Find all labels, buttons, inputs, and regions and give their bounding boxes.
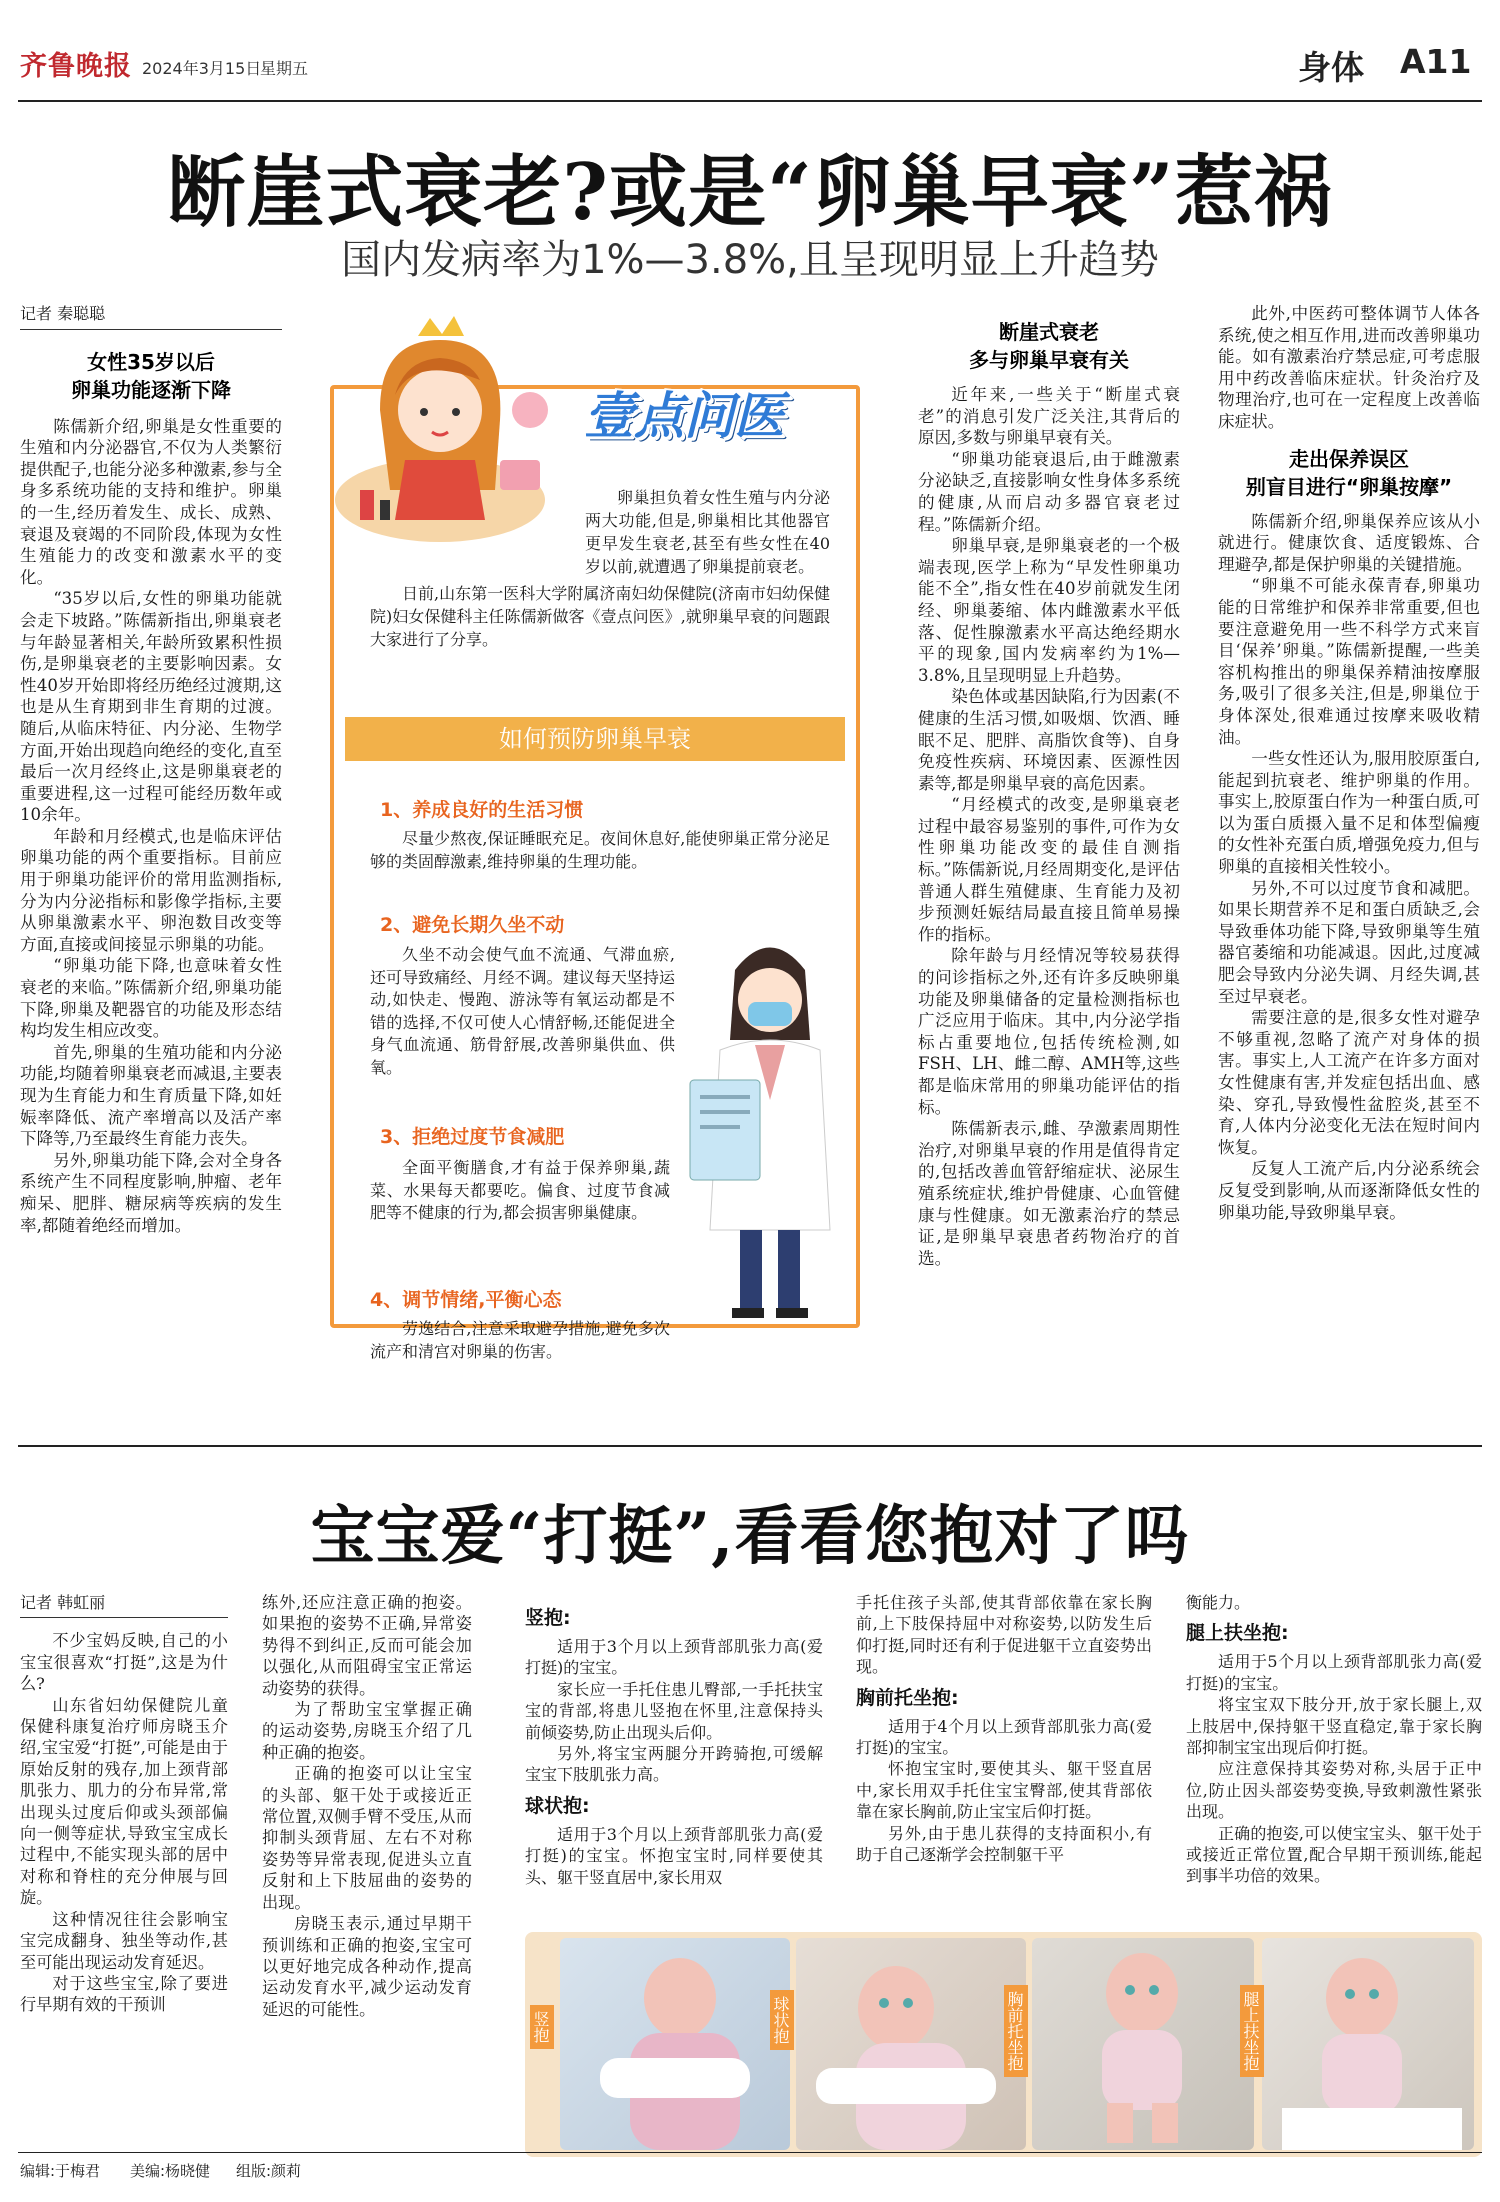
- article1-reporter: 记者 秦聪聪: [20, 303, 282, 330]
- article1-col3-subtitle1: 断崖式衰老: [999, 320, 1099, 344]
- article2-col3-para: 家长应一手托住患儿臀部,一手托扶宝宝的背部,将患儿竖抱在怀里,注意保持头前倾姿势,防止出现头后仰。: [525, 1679, 823, 1742]
- section-lap-sit-hold: 腿上扶坐抱:: [1186, 1622, 1289, 1645]
- photo-vertical-hold: [560, 1938, 790, 2150]
- article2-col4-para: 适用于4个月以上颈背部肌张力高(爱打挺)的宝宝。: [856, 1716, 1152, 1758]
- article1-col4-para: 一些女性还认为,服用胶原蛋白,能起到抗衰老、维护卵巢的作用。事实上,胶原蛋白作为一种蛋白质,可以为蛋白质摄入量不足和体型偏瘦的女性补充蛋白质,增强免疫力,但与卵巢的直接相关性较小。: [1218, 749, 1480, 877]
- section-vertical-hold: 竖抱:: [525, 1607, 571, 1629]
- tip-title-2: 2、避免长期久坐不动: [380, 914, 565, 936]
- article1-col4-para: 陈儒新介绍,卵巢保养应该从小就进行。健康饮食、适度锻炼、合理避孕,都是保护卵巢的关键措施。: [1218, 511, 1480, 574]
- article1-col1-para: 首先,卵巢的生殖功能和内分泌功能,均随着卵巢衰老而减退,主要表现为生育能力和生育质量下降,如妊娠率降低、流产率增高以及活产率下降等,乃至最终生育能力丧失。: [20, 1042, 282, 1149]
- article2-col5-para: 正确的抱姿,可以使宝宝头、躯干处于或接近正常位置,配合早期干预训练,能起到事半功倍的效果。: [1186, 1823, 1482, 1886]
- section-ball-hold: 球状抱:: [525, 1794, 590, 1817]
- article1-col1-para: 另外,卵巢功能下降,会对全身各系统产生不同程度影响,肿瘤、老年痴呆、肥胖、糖尿病等疾病的发生率,都随着绝经而增加。: [20, 1150, 282, 1235]
- article1-col3: [918, 318, 1180, 1269]
- article1-col3-para: 卵巢早衰,是卵巢衰老的一个极端表现,医学上称为“早发性卵巢功能不全”,指女性在40岁前就发生闭经、卵巢萎缩、体内雌激素水平低落、促性腺激素水平高达绝经期水平的现象,国内发病率约为1%—3.8%,且呈现明显上升趋势。: [918, 536, 1180, 685]
- tip-title-1: 1、养成良好的生活习惯: [380, 799, 584, 821]
- article1-col3-subtitle2: 多与卵巢早衰有关: [969, 348, 1129, 372]
- article1-col4-para: 需要注意的是,很多女性对避孕不够重视,忽略了流产对身体的损害。事实上,人工流产在许多方面对女性健康有害,并发症包括出血、感染、穿孔,导致慢性盆腔炎,甚至不育,人体内分泌变化无法在短时间内恢复。: [1218, 1008, 1480, 1157]
- article1-col3-para: 陈儒新表示,雌、孕激素周期性治疗,对卵巢早衰的作用是值得肯定的,包括改善血管舒缩症状、泌尿生殖系统症状,维护骨健康、心血管健康与性健康。如无激素治疗的禁忌证,是卵巢早衰患者药物治疗的首选。: [918, 1119, 1180, 1268]
- article2-col4-para: 另外,由于患儿获得的支持面积小,有助于自己逐渐学会控制躯干平: [856, 1823, 1152, 1865]
- article2-col3: [525, 1598, 823, 1888]
- article2-col2-para: 房晓玉表示,通过早期干预训练和正确的抱姿,宝宝可以更好地完成各种动作,提高运动发育水平,减少运动发育延迟的可能性。: [262, 1914, 472, 2019]
- article2-col5-para: 适用于5个月以上颈背部肌张力高(爱打挺)的宝宝。: [1186, 1652, 1482, 1693]
- article2-col5-para: 将宝宝双下肢分开,放于家长腿上,双上肢居中,保持躯干竖直稳定,靠于家长胸部抑制宝宝出现后仰打挺。: [1186, 1695, 1482, 1758]
- header-rule: [18, 100, 1482, 102]
- photo-chest-sit-hold: [1032, 1938, 1254, 2150]
- article1-col1-para: 陈儒新介绍,卵巢是女性重要的生殖和内分泌器官,不仅为人类繁衍提供配子,也能分泌多种激素,参与全身多系统功能的支持和维护。卵巢的一生,经历着发生、成长、成熟、衰退及衰竭的不同阶段,体现为女性生殖能力的改变和激素水平的变化。: [20, 416, 282, 587]
- footer-rule: [18, 2152, 1482, 2153]
- article1-col4-para: “卵巢不可能永葆青春,卵巢功能的日常维护和保养非常重要,但也要注意避免用一些不科学方式来盲目‘保养’卵巢。”陈儒新提醒,一些美容机构推出的卵巢保养精油按摩服务,吸引了很多关注,但是,卵巢位于身体深处,很难通过按摩来吸收精油。: [1218, 576, 1480, 747]
- photo-ball-hold: [796, 1938, 1026, 2150]
- page-number: A11: [1400, 42, 1472, 81]
- article1-col3-para: 近年来,一些关于“断崖式衰老”的消息引发广泛关注,其背后的原因,多数与卵巢早衰有关。: [918, 385, 1180, 448]
- article1-col1-para: 年龄和月经模式,也是临床评估卵巢功能的两个重要指标。目前应用于卵巢功能评价的常用监测指标,分为内分泌指标和影像学指标,主要从卵巢激素水平、卵泡数目改变等方面,直接或间接显示卵巢的功能。: [20, 826, 282, 954]
- article1-col3-para: “卵巢功能衰退后,由于雌激素分泌缺乏,直接影响女性身体多系统的健康,从而启动多器官衰老过程。”陈儒新介绍。: [918, 449, 1180, 534]
- article2-col4-para: 怀抱宝宝时,要使其头、躯干竖直居中,家长用双手托住宝宝臀部,使其背部依靠在家长胸前,防止宝宝后仰打挺。: [856, 1759, 1152, 1822]
- article2-col2-para: 为了帮助宝宝掌握正确的运动姿势,房晓玉介绍了几种正确的抱姿。: [262, 1700, 472, 1762]
- article2-headline: 宝宝爱“打挺”,看看您抱对了吗: [310, 1499, 1190, 1574]
- article1-col1-subtitle1: 女性35岁以后: [87, 349, 215, 374]
- tip-body-2: 久坐不动会使气血不流通、气滞血瘀,还可导致痛经、月经不调。建议每天坚持运动,如快走、慢跑、游泳等有氧运动都是不错的选择,不仅可使人心情舒畅,还能促进全身气血流通、筋骨舒展,改善卵巢供血、供氧。: [370, 945, 675, 1077]
- section-name: 身体: [1298, 48, 1364, 87]
- tip-title-3: 3、拒绝过度节食减肥: [380, 1126, 565, 1148]
- article2-col3-para: 适用于3个月以上颈背部肌张力高(爱打挺)的宝宝。: [525, 1637, 823, 1678]
- card-intro-2: 日前,山东第一医科大学附属济南妇幼保健院(济南市妇幼保健院)妇女保健科主任陈儒新做客《壹点问医》,就卵巢早衰的问题跟大家进行了分享。: [370, 584, 830, 649]
- footer-designer: 美编:杨晓健: [130, 2162, 211, 2180]
- article1-headline: 断崖式衰老?或是“卵巢早衰”惹祸: [167, 147, 1333, 238]
- photo-label-ball: 球状抱: [770, 1990, 794, 2050]
- article2-col3-para: 适用于3个月以上颈背部肌张力高(爱打挺)的宝宝。怀抱宝宝时,同样要使其头、躯干竖直居中,家长用双: [525, 1824, 823, 1887]
- photo-label-lap-sit: 腿上扶坐抱: [1240, 1985, 1264, 2077]
- section-chest-sit-hold: 胸前托坐抱:: [856, 1686, 959, 1709]
- article1-col4-para: 此外,中医药可整体调节人体各系统,使之相互作用,进而改善卵巢功能。如有激素治疗禁忌症,可考虑服用中药改善临床症状。针灸治疗及物理治疗,也可在一定程度上改善临床症状。: [1218, 304, 1480, 431]
- footer-editor: 编辑:于梅君: [20, 2162, 101, 2180]
- article2-col1-para: 对于这些宝宝,除了要进行早期有效的干预训: [20, 1973, 228, 2015]
- article2-col3-para: 另外,将宝宝两腿分开跨骑抱,可缓解宝宝下肢肌张力高。: [525, 1744, 823, 1785]
- article2-col1-para: 山东省妇幼保健院儿童保健科康复治疗师房晓玉介绍,宝宝爱“打挺”,可能是由于原始反射的残存,加上颈背部肌张力、肌力的分布异常,常出现头过度后仰或头颈部偏向一侧等症状,导致宝宝成长过程中,不能实现头部的居中对称和脊柱的充分伸展与回旋。: [20, 1695, 228, 1908]
- article2-col2-para: 正确的抱姿可以让宝宝的头部、躯干处于或接近正常位置,双侧手臂不受压,从而抑制头颈背屈、左右不对称姿势等异常表现,促进头立直反射和上下肢屈曲的姿势的出现。: [262, 1764, 472, 1912]
- newspaper-logo: 齐鲁晚报: [20, 51, 132, 82]
- article2-col2-para: 练外,还应注意正确的抱姿。如果抱的姿势不正确,异常姿势得不到纠正,反而可能会加以强化,从而阻碍宝宝正常运动姿势的获得。: [262, 1593, 472, 1698]
- tip-body-1: 尽量少熬夜,保证睡眠充足。夜间休息好,能使卵巢正常分泌足够的类固醇激素,维持卵巢的生理功能。: [370, 829, 830, 871]
- card-intro-block: [370, 485, 830, 650]
- tip-body-4: 劳逸结合,注意采取避孕措施,避免多次流产和清宫对卵巢的伤害。: [370, 1319, 670, 1361]
- yidian-wenyi-brand: 壹点问医: [584, 387, 784, 445]
- article-divider: [18, 1445, 1482, 1447]
- article1-col3-para: “月经模式的改变,是卵巢衰老过程中最容易鉴别的事件,可作为女性卵巢功能改变的最佳自测指标。”陈儒新说,月经周期变化,是评估普通人群生殖健康、生育能力及初步预测妊娠结局最直接且简单易操作的指标。: [918, 795, 1180, 944]
- prevention-badge: 如何预防卵巢早衰: [345, 717, 845, 761]
- article2-col1: [20, 1592, 228, 2016]
- article2-col2: [262, 1592, 472, 2020]
- article1-subheadline: 国内发病率为1%—3.8%,且呈现明显上升趋势: [341, 237, 1159, 283]
- article2-col5-para: 应注意保持其姿势对称,头居于正中位,防止因头部姿势变换,导致刺激性紧张出现。: [1186, 1759, 1482, 1822]
- article2-col1-para: 这种情况往往会影响宝宝完成翻身、独坐等动作,甚至可能出现运动发育延迟。: [20, 1909, 228, 1972]
- issue-date: 2024年3月15日: [142, 59, 262, 78]
- article2-col5: [1186, 1592, 1482, 1887]
- article1-col1-para: “35岁以后,女性的卵巢功能就会走下坡路。”陈儒新指出,卵巢衰老与年龄显著相关,年龄所致累积性损伤,是卵巢衰老的主要影响因素。女性40岁开始即将经历绝经过渡期,这也是从生育期到非生育期的过渡。随后,从临床特征、内分泌、生物学方面,开始出现趋向绝经的变化,直至最后一次月经终止,这是卵巢衰老的重要进程,这一过程可能经历数年或10余年。: [20, 589, 282, 825]
- photo-label-chest-sit: 胸前托坐抱: [1004, 1985, 1028, 2077]
- article1-col4-para: 反复人工流产后,内分泌系统会反复受到影响,从而逐渐降低女性的卵巢功能,导致卵巢早衰。: [1218, 1159, 1480, 1222]
- tip-title-4: 4、调节情绪,平衡心态: [370, 1289, 562, 1311]
- article2-col4: [856, 1592, 1152, 1865]
- article2-col1-para: 不少宝妈反映,自己的小宝宝很喜欢“打挺”,这是为什么?: [20, 1631, 228, 1694]
- article1-col4: [1218, 303, 1480, 1223]
- tip-body-3: 全面平衡膳食,才有益于保养卵巢,蔬菜、水果每天都要吃。偏食、过度节食减肥等不健康的行为,都会损害卵巢健康。: [370, 1158, 670, 1222]
- article2-col5-para: 衡能力。: [1186, 1593, 1251, 1612]
- footer-layout: 组版:颜莉: [236, 2162, 302, 2180]
- article1-col4-subtitle1: 走出保养误区: [1289, 446, 1409, 471]
- article1-col1-subtitle2: 卵巢功能逐渐下降: [71, 377, 231, 402]
- photo-label-vertical: 竖抱: [530, 2005, 554, 2049]
- card-intro-1: 卵巢担负着女性生殖与内分泌两大功能,但是,卵巢相比其他器官更早发生衰老,甚至有些女性在40岁以前,就遭遇了卵巢提前衰老。: [585, 488, 830, 576]
- article1-col3-para: 染色体或基因缺陷,行为因素(不健康的生活习惯,如吸烟、饮酒、睡眠不足、肥胖、高脂饮食等)、自身免疫性疾病、环境因素、医源性因素等,都是卵巢早衰的高危因素。: [918, 687, 1180, 793]
- article2-reporter: 记者 韩虹丽: [20, 1592, 228, 1618]
- article1-col4-para: 另外,不可以过度节食和减肥。如果长期营养不足和蛋白质缺乏,会导致垂体功能下降,导致卵巢等生殖器官萎缩和功能减退。因此,过度减肥会导致内分泌失调、月经失调,甚至过早衰老。: [1218, 878, 1480, 1006]
- photo-lap-sit-hold: [1262, 1938, 1474, 2150]
- article1-col4-subtitle2: 别盲目进行“卵巢按摩”: [1245, 474, 1453, 499]
- article2-col4-para: 手托住孩子头部,使其背部依靠在家长胸前,上下肢保持屈中对称姿势,以防发生后仰打挺,同时还有利于促进躯干立直姿势出现。: [856, 1593, 1152, 1677]
- doctor-illustration: [680, 930, 860, 1330]
- article1-col3-para: 除年龄与月经情况等较易获得的问诊指标之外,还有许多反映卵巢功能及卵巢储备的定量检测指标也广泛应用于临床。其中,内分泌学指标占重要地位,包括传统检测,如FSH、LH、雌二醇、AMH等,这些都是临床常用的卵巢功能评估的指标。: [918, 946, 1180, 1117]
- issue-weekday: 星期五: [260, 59, 309, 78]
- article1-col1: [20, 303, 282, 1236]
- article1-col1-para: “卵巢功能下降,也意味着女性衰老的来临。”陈儒新介绍,卵巢功能下降,卵巢及靶器官的功能及形态结构均发生相应改变。: [20, 956, 282, 1041]
